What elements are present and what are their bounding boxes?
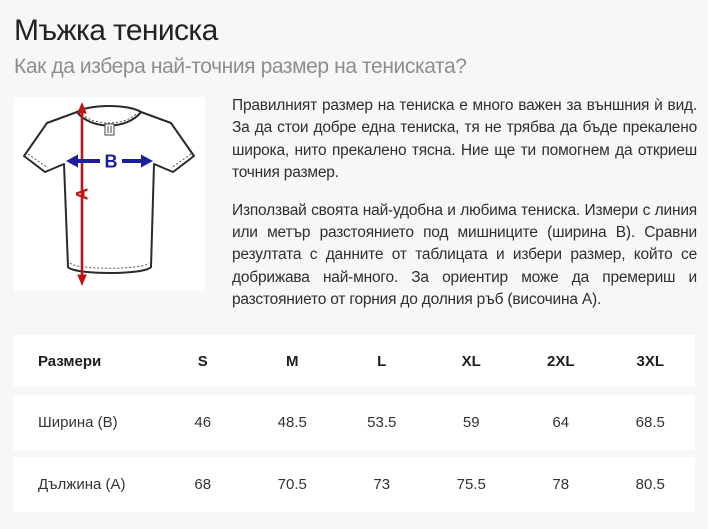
tshirt-measurement-diagram <box>14 97 205 291</box>
row-label-length: Дължина (А) <box>38 476 126 493</box>
table-row-width <box>13 395 695 450</box>
length-value-xl: 75.5 <box>456 476 486 493</box>
page-subtitle: Как да избера най-точния размер на тениската? <box>14 54 467 78</box>
column-header-l: L <box>377 352 387 370</box>
column-header-s: S <box>197 352 208 370</box>
column-header-xl: XL <box>461 352 481 370</box>
width-value-3xl: 68.5 <box>635 414 665 431</box>
guide-text <box>232 95 697 312</box>
length-value-s: 68 <box>194 476 212 493</box>
size-table-header-row <box>13 335 695 387</box>
collar-tag <box>105 124 114 135</box>
page-header <box>14 14 694 79</box>
width-value-m: 48.5 <box>277 414 307 431</box>
column-header-sizes: Размери <box>38 352 102 370</box>
column-header-m: M <box>286 352 299 370</box>
page-title: Мъжка тениска <box>14 14 218 47</box>
size-table <box>13 335 695 519</box>
width-value-l: 53.5 <box>367 414 397 431</box>
tshirt-diagram-svg <box>14 97 205 291</box>
column-header-2xl: 2XL <box>546 352 575 370</box>
height-label-a: A <box>72 187 92 201</box>
length-value-m: 70.5 <box>277 476 307 493</box>
column-header-3xl: 3XL <box>636 352 664 370</box>
intro-paragraph: Правилният размер на тениска е много важен за външния ѝ вид. За да стои добре една тениска, тя не трябва да бъде прекалено широка, нито прекалено тясна. Ние ще ти помогнем да откриеш точния размер. <box>232 97 697 182</box>
length-value-2xl: 78 <box>552 476 570 493</box>
length-value-l: 73 <box>373 476 391 493</box>
instructions-paragraph: Използвай своята най-удобна и любима тениска. Измери с линия или метър разстоянието под мишниците (ширина B). Сравни резултата с данните от таблицата и избери размер, който се добрижава най-много. За ориентир може да премериш и разстоянието от горния до долния ръб (височина А). <box>232 201 697 309</box>
row-label-width: Ширина (B) <box>38 414 118 431</box>
width-value-s: 46 <box>194 414 212 431</box>
width-label-b: B <box>104 151 118 172</box>
length-value-3xl: 80.5 <box>635 476 665 493</box>
width-value-2xl: 64 <box>552 414 570 431</box>
width-value-xl: 59 <box>462 414 480 431</box>
table-row-length <box>13 457 695 512</box>
